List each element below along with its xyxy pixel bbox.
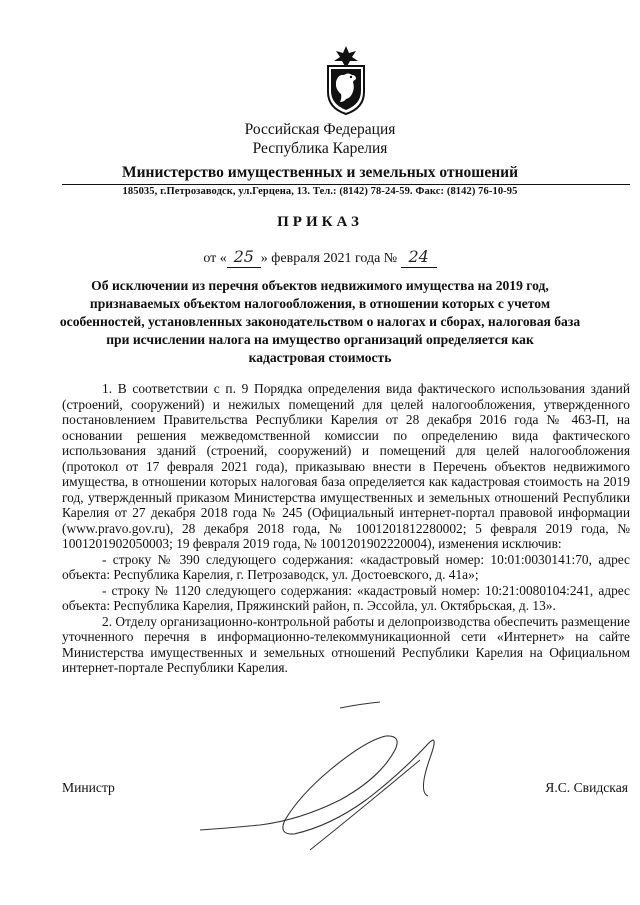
exclusion-item-1: - строку № 390 следующего содержания: «кадастровый номер: 10:01:0030141:70, адрес объекта: Республика Карелия, г. Петрозаводск, ул. Достоевского, д. 41а»; [62,551,630,582]
order-title: ПРИКАЗ [277,214,363,230]
ministry-name: Министерство имущественных и земельных отношений [121,164,519,181]
subject-line: особенностей, установленных законодательством о налогах и сборах, налоговая база [59,314,581,329]
signatory-name: Я.С. Свидская [545,780,628,795]
date-middle: » февраля 2021 года № [260,251,398,266]
republic-name: Республика Карелия [252,140,388,157]
exclusion-item-2: - строку № 1120 следующего содержания: «кадастровый номер: 10:21:0080104:241, адрес объекта: Республика Карелия, Пряжинский район, п. Эссойла, ул. Октябрьская, д. 13». [62,582,630,613]
subject-line: признаваемых объектом налогообложения, в отношении которых с учетом [89,296,551,311]
order-number: 24 [401,247,437,268]
paragraph-1: 1. В соответствии с п. 9 Порядка определения вида фактического использования зданий (строений, сооружений) и нежилых помещений для целей налогообложения, утвержденного постановлением Правительства Республики Карелия от 28 декабря 2016 года № 463-П, на основании решения межведомственной комиссии по определению вида фактического использования зданий (строений, сооружений) и помещений для целей налогообложения (протокол от 17 февраля 2021 года), приказываю внести в Перечень объектов недвижимого имущества, в отношении которых налоговая база определяется как кадастровая стоимость на 2019 год, утвержденный приказом Министерства имущественных и земельных отношений Республики Карелия от 27 декабря 2018 года № 245 (Официальный интернет-портал правовой информации (www.pravo.gov.ru), 28 декабря 2018 года, № 1001201812280002; 5 февраля 2019 года, № 1001201902050003; 19 февраля 2019 года, № 1001201902220004), изменения исключив: [62,381,630,551]
order-body [62,381,630,676]
subject-line: при исчислении налога на имущество организаций определяется как [106,332,534,347]
subject-line: кадастровая стоимость [248,350,392,365]
date-prefix: от « [203,251,227,266]
subject-line: Об исключении из перечня объектов недвижимого имущества на 2019 год, [91,278,549,293]
header-divider [62,184,630,185]
coat-of-arms-icon [324,44,368,116]
handwritten-signature [190,700,530,880]
country-name: Российская Федерация [244,121,396,138]
order-subject [0,277,640,367]
order-date [0,247,640,268]
signatory-position: Министр [62,780,115,795]
paragraph-2: 2. Отделу организационно-контрольной работы и делопроизводства обеспечить размещение уточненного перечня в информационно-телекоммуникационной сети «Интернет» на сайте Министерства имущественных и земельных отношений Республики Карелия на Официальном интернет-портале Республики Карелия. [62,613,630,675]
ministry-address: 185035, г.Петрозаводск, ул.Герцена, 13. Тел.: (8142) 78-24-59. Факс: (8142) 76-10-95 [122,186,518,197]
order-day: 25 [227,247,261,268]
